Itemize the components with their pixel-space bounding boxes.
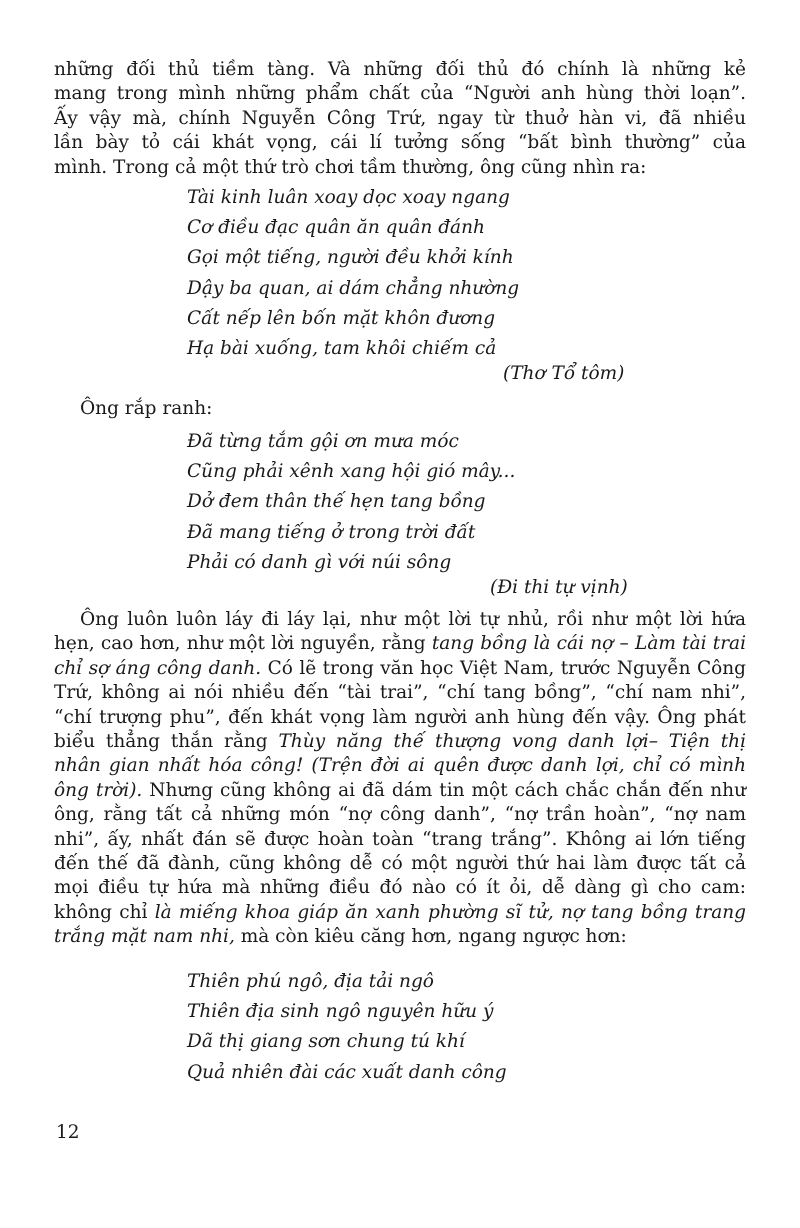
verse-line: Dậy ba quan, ai dám chẳng nhường <box>187 277 520 299</box>
text-line <box>54 632 746 656</box>
poem-di-thi-tu-vinh <box>187 427 515 578</box>
verse-line: Cất nếp lên bốn mặt khôn đương <box>187 307 496 329</box>
text-line: mình. Trong cả một thứ trò chơi tầm thường, ông cũng nhìn ra: <box>54 156 647 178</box>
text-line: Trứ, không ai nói nhiều đến “tài trai”, “chí tang bồng”, “chí nam nhi”, <box>54 682 746 704</box>
italic-quote: trắng mặt nam nhi, <box>54 926 235 948</box>
page-number: 12 <box>56 1122 80 1143</box>
text-line: Ấy vậy mà, chính Nguyễn Công Trứ, ngay từ thuở hàn vi, đã nhiều <box>54 107 746 129</box>
text-line <box>54 925 746 949</box>
text-line: mang trong mình những phẩm chất của “Người anh hùng thời loạn”. <box>54 83 746 105</box>
text-run: mà còn kiêu căng hơn, ngang ngược hơn: <box>234 926 627 948</box>
text-line: đến thế đã đành, cũng không dễ có một người thứ hai làm được tất cả <box>54 853 746 875</box>
text-run: hẹn, cao hơn, như một lời nguyền, rằng <box>54 633 432 655</box>
paragraph-1 <box>54 58 746 180</box>
verse-line: Cơ điều đạc quân ăn quân đánh <box>187 217 485 239</box>
italic-quote: chỉ sợ áng công danh. <box>54 657 262 679</box>
text-run: Có lẽ trong văn học Việt Nam, trước Nguyễn Công <box>261 657 746 679</box>
text-run: không chỉ <box>54 901 155 923</box>
verse-line: Phải có danh gì với núi sông <box>187 551 452 573</box>
paragraph-2: Ông rắp ranh: <box>80 398 213 419</box>
text-line: những đối thủ tiềm tàng. Và những đối thủ đó chính là những kẻ <box>54 59 746 80</box>
text-line <box>54 779 746 803</box>
text-line: lần bày tỏ cái khát vọng, cái lí tưởng sống “bất bình thường” của <box>54 132 746 154</box>
text-line: “chí trượng phu”, đến khát vọng làm người anh hùng đến vậy. Ông phát <box>54 706 746 728</box>
italic-quote: Thùy năng thế thượng vong danh lợi– Tiện thị <box>278 731 746 753</box>
verse-line: Dở đem thân thế hẹn tang bồng <box>187 491 486 513</box>
italic-quote: tang bồng là cái nợ – Làm tài trai <box>431 633 747 655</box>
text-line: mọi điều tự hứa mà những điều đó nào có ít ỏi, dễ dàng gì cho cam: <box>54 877 746 899</box>
italic-quote: ông trời). <box>54 779 143 801</box>
verse-line: Tài kinh luân xoay dọc xoay ngang <box>187 187 510 208</box>
verse-line: Đã từng tắm gội ơn mưa móc <box>187 431 459 452</box>
verse-line: Thiên phú ngô, địa tải ngô <box>187 971 434 992</box>
poem-source-citation: (Thơ Tổ tôm) <box>503 363 625 384</box>
paragraph-3 <box>54 608 746 950</box>
text-line <box>54 754 746 778</box>
text-line: ông, rằng tất cả những món “nợ công danh”, “nợ trần hoàn”, “nợ nam <box>54 804 746 826</box>
poem-source-citation: (Đi thi tự vịnh) <box>490 577 628 598</box>
poem-thien-phu-ngo <box>187 967 507 1088</box>
verse-line: Đã mang tiếng ở trong trời đất <box>187 521 476 543</box>
text-line: Ông luôn luôn láy đi láy lại, như một lời tự nhủ, rồi như một lời hứa <box>80 609 746 630</box>
text-run: Nhưng cũng không ai đã dám tin một cách chắc chắn đến như <box>142 779 746 801</box>
italic-quote: nhân gian nhất hóa công! (Trện đời ai quên được danh lợi, chỉ có mình <box>54 755 746 777</box>
text-line <box>54 657 746 681</box>
text-line <box>54 901 746 925</box>
verse-line: Cũng phải xênh xang hội gió mây... <box>187 461 516 483</box>
verse-line: Quả nhiên đài các xuất danh công <box>187 1061 507 1083</box>
text-run: biểu thẳng thắn rằng <box>54 731 279 753</box>
italic-quote: là miếng khoa giáp ăn xanh phường sĩ tử, nợ tang bồng trang <box>154 901 746 923</box>
text-line <box>54 730 746 754</box>
poem-tho-to-tom <box>187 183 519 364</box>
verse-line: Dã thị giang sơn chung tú khí <box>187 1031 465 1053</box>
verse-line: Gọi một tiếng, người đều khởi kính <box>187 247 514 269</box>
verse-line: Hạ bài xuống, tam khôi chiếm cả <box>187 338 497 360</box>
verse-line: Thiên địa sinh ngô nguyên hữu ý <box>187 1001 494 1023</box>
text-line: nhi”, ấy, nhất đán sẽ được hoàn toàn “trang trắng”. Không ai lớn tiếng <box>54 828 746 850</box>
